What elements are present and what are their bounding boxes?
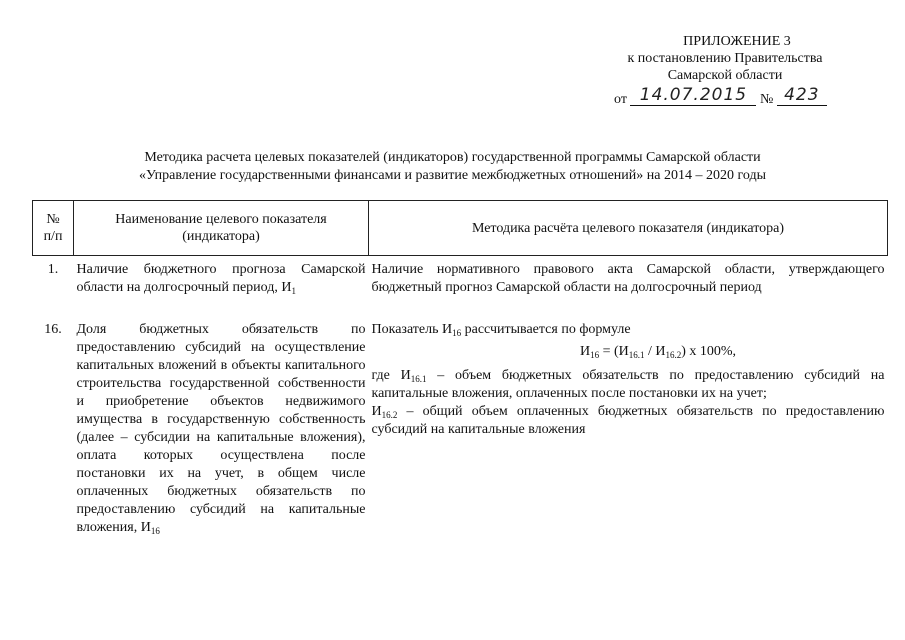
- row-number: 1.: [47, 262, 59, 277]
- definition-subscript: 16.1: [410, 374, 427, 384]
- definition-text: И: [371, 404, 382, 419]
- header-name-line2: (индикатора): [182, 229, 260, 244]
- number-label: №: [759, 92, 774, 107]
- header-number: [33, 201, 74, 256]
- definition-2: [372, 403, 885, 439]
- indicators-table: [32, 200, 888, 537]
- document-title-line1: Методика расчета целевых показателей (индикаторов) государственной программы Самарской области: [144, 150, 761, 165]
- definition-1: [372, 367, 885, 403]
- table-row: [33, 256, 888, 316]
- table-row: [33, 315, 888, 537]
- appendix-region-line: Самарской области: [667, 68, 783, 83]
- formula-part: / И: [644, 344, 666, 359]
- definition-text: – общий объем оплаченных бюджетных обязательств по предоставлению субсидий на капитальные вложения: [371, 404, 885, 437]
- indicator-name-text: Наличие бюджетного прогноза Самарской области на долгосрочный период, И: [76, 262, 366, 295]
- formula: [372, 343, 885, 361]
- formula-subscript: 16.1: [628, 350, 645, 360]
- handwritten-date: 14.07.2015: [630, 85, 756, 106]
- table-header-row: [33, 201, 888, 256]
- indicator-name: [74, 256, 369, 316]
- formula-part: = (И: [599, 344, 629, 359]
- indicator-method: [369, 315, 888, 537]
- header-method: Методика расчёта целевого показателя (индикатора): [369, 201, 888, 256]
- header-name-line1: Наименование целевого показателя: [115, 212, 327, 227]
- formula-part: ) х 100%,: [681, 344, 737, 359]
- method-intro-text-end: рассчитывается по формуле: [461, 322, 631, 337]
- ordinance-date-number-line: [614, 85, 827, 108]
- appendix-block: [560, 33, 890, 84]
- appendix-resolution-line: к постановлению Правительства: [627, 51, 823, 66]
- method-intro-subscript: 16: [452, 328, 462, 338]
- definition-subscript: 16.2: [381, 410, 398, 420]
- appendix-title: ПРИЛОЖЕНИЕ 3: [683, 34, 791, 49]
- indicator-name: [74, 315, 369, 537]
- formula-subscript: 16.2: [665, 350, 682, 360]
- definition-text: где И: [371, 368, 411, 383]
- header-number-line1: №: [46, 212, 60, 227]
- row-number: 16.: [44, 322, 62, 337]
- from-label: от: [614, 92, 627, 107]
- indicator-subscript: 16: [150, 526, 160, 536]
- method-intro-text: Показатель И: [371, 322, 453, 337]
- definition-text: – объем бюджетных обязательств по предоставлению субсидий на капитальные вложения, оплаченных после постановки их на учет;: [371, 368, 885, 401]
- indicator-subscript: 1: [291, 286, 296, 296]
- handwritten-number: 423: [777, 85, 827, 106]
- method-intro: [372, 321, 885, 339]
- formula-part: И: [579, 344, 591, 359]
- indicator-name-text: Доля бюджетных обязательств по предоставлению субсидий на осуществление капитальных вложений в объекты капитального строительства государственной собственности и приобретение объектов недвижимого имущества в государственную собственность (далее – субсидии на капитальные вложения), оплата которых осуществлена после постановки их на учет, в общем числе оплаченных бюджетных обязательств по предоставлению субсидий на капитальные вложения, И: [76, 322, 366, 535]
- document-title-line2: «Управление государственными финансами и развитие межбюджетных отношений» на 2014 – 2020 годы: [138, 168, 767, 183]
- header-number-line2: п/п: [43, 229, 63, 244]
- document-title: [60, 149, 845, 185]
- indicator-method: Наличие нормативного правового акта Самарской области, утверждающего бюджетный прогноз Самарской области на долгосрочный период: [371, 262, 885, 295]
- formula-subscript: 16: [590, 350, 600, 360]
- header-indicator-name: [74, 201, 369, 256]
